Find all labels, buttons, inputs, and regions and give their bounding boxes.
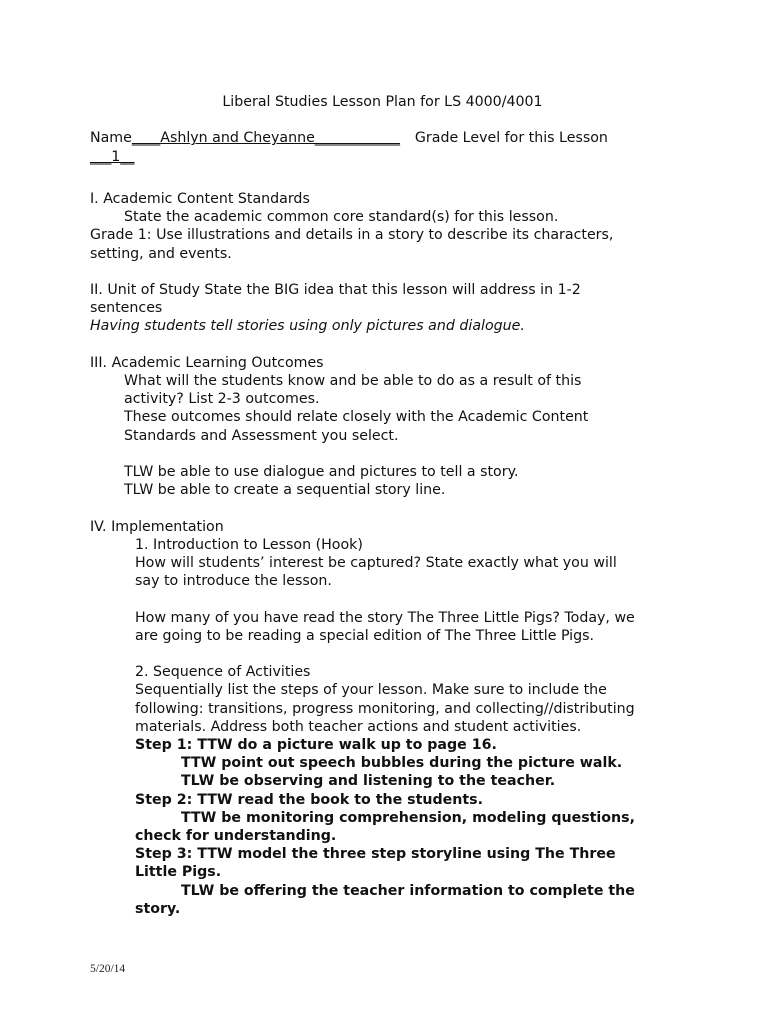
sequence-prompt-1: Sequentially list the steps of your lesson. Make sure to include the bbox=[135, 682, 607, 699]
step-3-sub-2: story. bbox=[135, 900, 181, 917]
hook-answer-1: How many of you have read the story The Three Little Pigs? Today, we bbox=[135, 609, 635, 626]
sequence-prompt-3: materials. Address both teacher actions and student activities. bbox=[135, 718, 582, 735]
section-unit-heading-1: II. Unit of Study State the BIG idea that this lesson will address in 1-2 bbox=[90, 281, 581, 298]
hook-heading: 1. Introduction to Lesson (Hook) bbox=[135, 536, 363, 553]
step-1: Step 1: TTW do a picture walk up to page 16. bbox=[135, 736, 497, 753]
section-standards-answer-2: setting, and events. bbox=[90, 245, 232, 262]
grade-value: ___1__ bbox=[90, 148, 135, 165]
section-unit-heading-2: sentences bbox=[90, 300, 163, 317]
section-outcomes-prompt-4: Standards and Assessment you select. bbox=[124, 427, 399, 444]
document-page bbox=[90, 93, 690, 918]
step-2: Step 2: TTW read the book to the students. bbox=[135, 791, 483, 808]
section-standards-heading: I. Academic Content Standards bbox=[90, 190, 310, 207]
grade-label: Grade Level for this Lesson bbox=[414, 130, 608, 147]
step-2-sub-2: check for understanding. bbox=[135, 828, 337, 844]
footer-date: 5/20/14 bbox=[90, 963, 126, 975]
outcome-item-2: TLW be able to create a sequential story line. bbox=[124, 482, 446, 499]
step-2-sub-1: TTW be monitoring comprehension, modeling questions, bbox=[181, 809, 635, 826]
hook-prompt-1: How will students’ interest be captured? State exactly what you will bbox=[135, 554, 617, 571]
document-title: Liberal Studies Lesson Plan for LS 4000/4001 bbox=[222, 94, 543, 110]
step-3-sub-1: TLW be offering the teacher information to complete the bbox=[181, 882, 635, 899]
step-3-line-1: Step 3: TTW model the three step storyline using The Three bbox=[135, 846, 616, 863]
section-standards-answer-1: Grade 1: Use illustrations and details in a story to describe its characters, bbox=[90, 227, 614, 244]
name-value: ____Ashlyn and Cheyanne____________ bbox=[131, 130, 400, 147]
section-outcomes-prompt-1: What will the students know and be able to do as a result of this bbox=[124, 372, 582, 389]
step-3-line-2: Little Pigs. bbox=[135, 864, 222, 881]
outcome-item-1: TLW be able to use dialogue and pictures to tell a story. bbox=[124, 463, 519, 480]
section-outcomes-prompt-3: These outcomes should relate closely with the Academic Content bbox=[124, 409, 589, 426]
section-outcomes-prompt-2: activity? List 2-3 outcomes. bbox=[124, 391, 320, 408]
name-grade-line bbox=[90, 129, 690, 147]
section-implementation-heading: IV. Implementation bbox=[90, 518, 224, 535]
name-label: Name bbox=[90, 130, 132, 147]
sequence-heading: 2. Sequence of Activities bbox=[135, 664, 311, 681]
step-1-sub-1: TTW point out speech bubbles during the picture walk. bbox=[181, 755, 623, 772]
section-unit-answer: Having students tell stories using only pictures and dialogue. bbox=[90, 318, 525, 335]
hook-answer-2: are going to be reading a special edition of The Three Little Pigs. bbox=[135, 627, 595, 644]
sequence-prompt-2: following: transitions, progress monitoring, and collecting//distributing bbox=[135, 700, 635, 717]
section-outcomes-heading: III. Academic Learning Outcomes bbox=[90, 354, 324, 371]
step-1-sub-2: TLW be observing and listening to the teacher. bbox=[181, 773, 556, 790]
hook-prompt-2: say to introduce the lesson. bbox=[135, 573, 332, 590]
section-standards-prompt: State the academic common core standard(s) for this lesson. bbox=[124, 209, 559, 226]
